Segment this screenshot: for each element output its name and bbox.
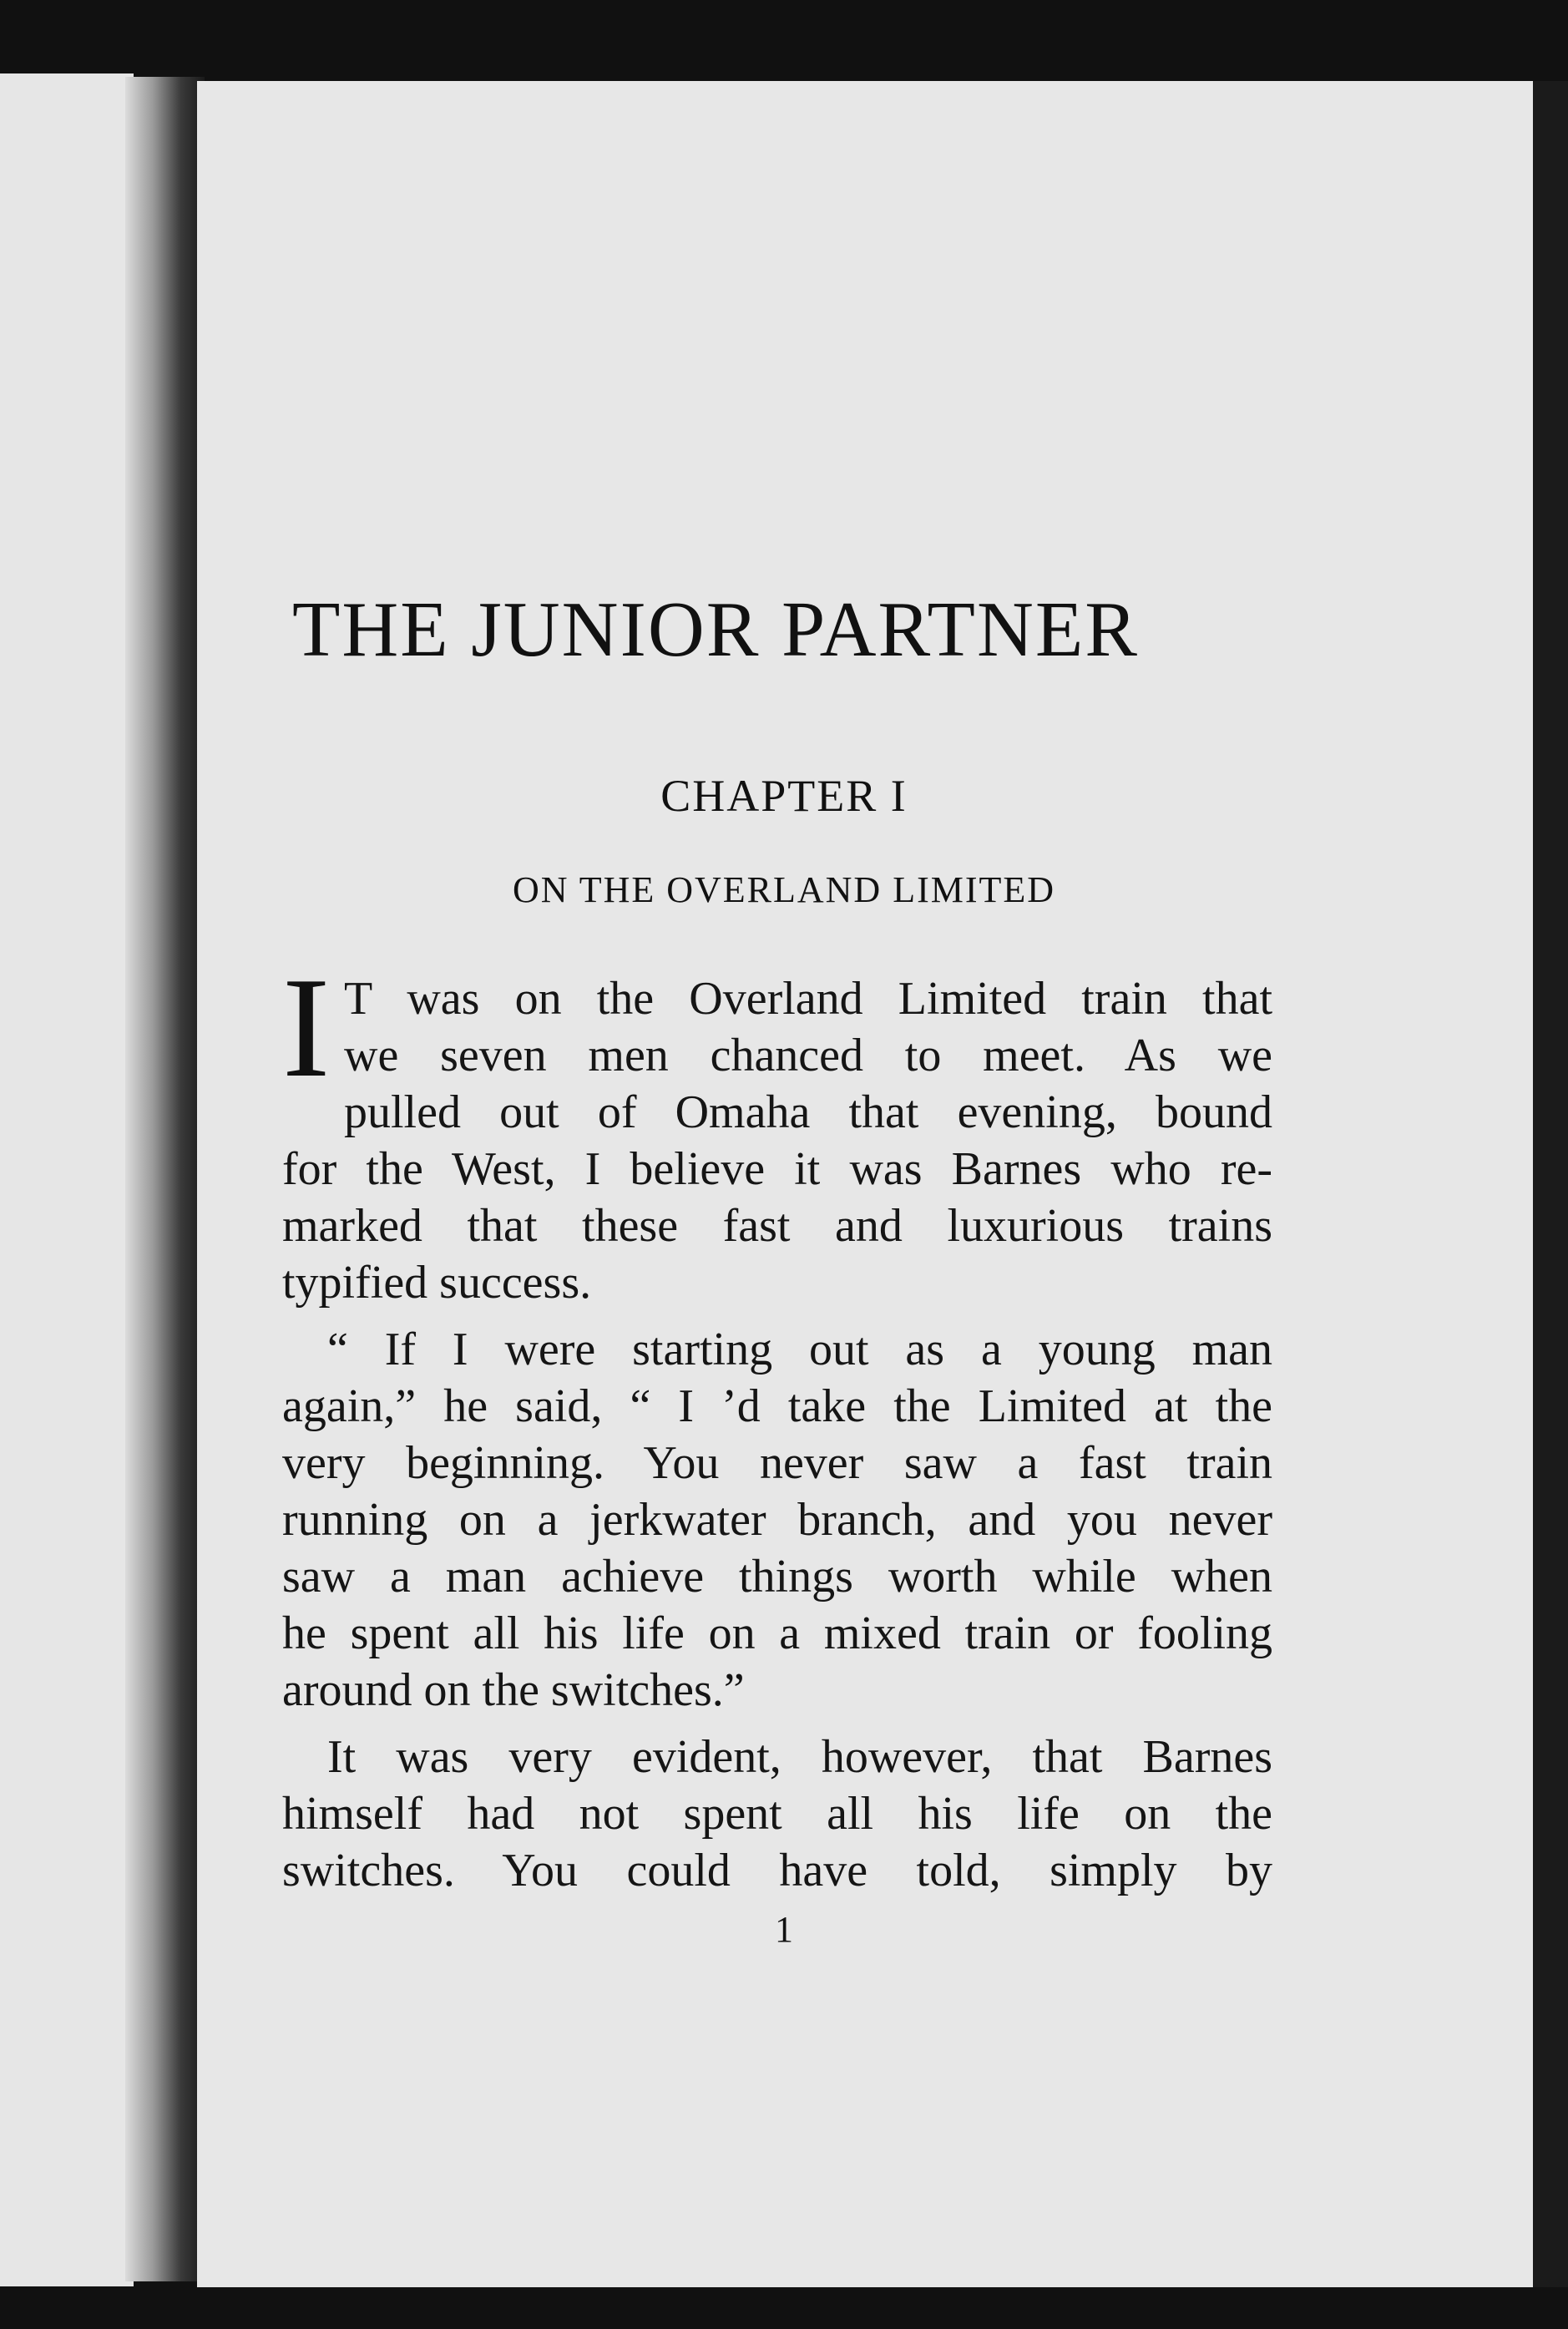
text-line: running on a jerkwater branch, and you never bbox=[282, 1494, 1272, 1546]
text-line: saw a man achieve things worth while when bbox=[282, 1551, 1272, 1602]
drop-cap: I bbox=[282, 949, 331, 1107]
text-line: “ If I were starting out as a young man bbox=[327, 1324, 1272, 1375]
text-line: he spent all his life on a mixed train or fooling bbox=[282, 1608, 1272, 1659]
text-line: marked that these fast and luxurious trains bbox=[282, 1200, 1272, 1252]
book-gutter-shadow bbox=[125, 77, 205, 2281]
text-line: It was very evident, however, that Barnes bbox=[327, 1731, 1272, 1783]
chapter-heading: CHAPTER I bbox=[660, 771, 908, 821]
page-number: 1 bbox=[775, 1909, 793, 1950]
text-line: we seven men chanced to meet. As we bbox=[344, 1030, 1272, 1081]
book-title: THE JUNIOR PARTNER bbox=[292, 586, 1139, 673]
text-line: around on the switches.” bbox=[282, 1664, 745, 1716]
page-edge-shadow bbox=[1533, 81, 1568, 2287]
text-line: for the West, I believe it was Barnes who re- bbox=[282, 1143, 1272, 1195]
text-line: T was on the Overland Limited train that bbox=[344, 973, 1272, 1025]
text-line: himself had not spent all his life on the bbox=[282, 1788, 1272, 1840]
chapter-title: ON THE OVERLAND LIMITED bbox=[512, 869, 1056, 910]
text-line: again,” he said, “ I ’d take the Limited at the bbox=[282, 1380, 1272, 1432]
text-line: very beginning. You never saw a fast train bbox=[282, 1437, 1272, 1489]
text-line: pulled out of Omaha that evening, bound bbox=[344, 1086, 1272, 1138]
text-line: switches. You could have told, simply by bbox=[282, 1845, 1272, 1896]
left-page-edge bbox=[0, 73, 134, 2286]
text-line: typified success. bbox=[282, 1257, 592, 1309]
